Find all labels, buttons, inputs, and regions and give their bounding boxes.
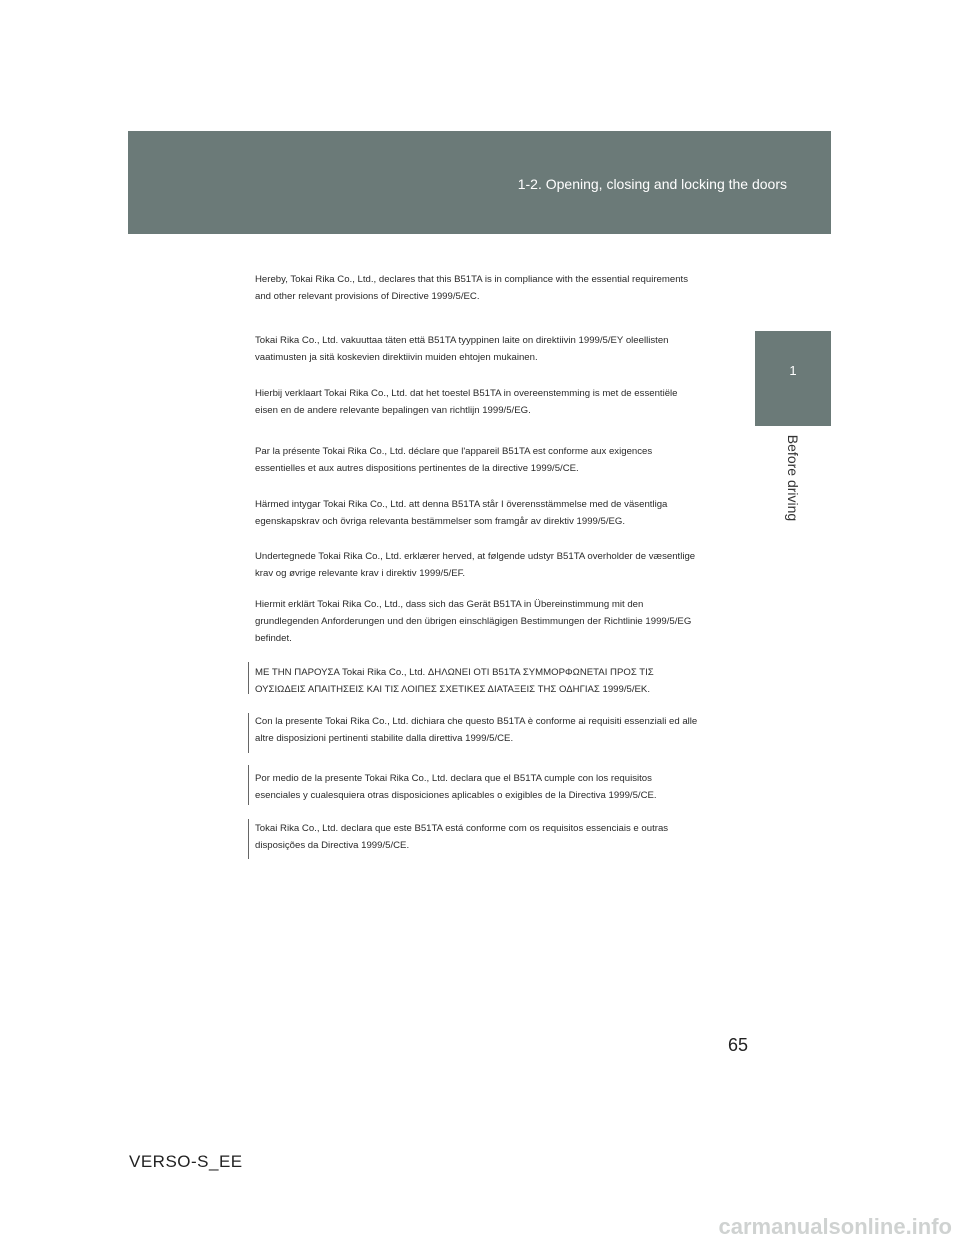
declaration-fi [255,332,715,366]
text-line: grundlegenden Anforderungen und den übrigen einschlägigen Bestimmungen der Richtlinie 1999/5/EG [255,616,692,627]
text-line: egenskapskrav och övriga relevanta bestämmelser som framgår av direktiv 1999/5/EG. [255,516,626,527]
text-line: vaatimusten ja sitä koskevien direktiivin muiden ehtojen mukainen. [255,352,538,363]
text-line: Hiermit erklärt Tokai Rika Co., Ltd., dass sich das Gerät B51TA in Übereinstimmung mit den [255,599,644,610]
chapter-label: Before driving [785,434,801,522]
declaration-de [255,596,715,647]
text-line: ΟΥΣΙΩΔΕΙΣ ΑΠΑΙΤΗΣΕΙΣ ΚΑΙ ΤΙΣ ΛΟΙΠΕΣ ΣΧΕΤΙΚΕΣ ΔΙΑΤΑΞΕΙΣ ΤΗΣ ΟΔΗΓΙΑΣ 1999/5/ΕΚ. [255,684,650,695]
margin-bar [248,713,249,753]
text-line: befindet. [255,633,292,644]
text-line: Härmed intygar Tokai Rika Co., Ltd. att denna B51TA står I överensstämmelse med de väsentliga [255,499,668,510]
text-line: Tokai Rika Co., Ltd. vakuuttaa täten että B51TA tyyppinen laite on direktiivin 1999/5/EY oleellisten [255,335,669,346]
text-line: disposições da Directiva 1999/5/CE. [255,840,410,851]
declaration-fr [255,443,715,477]
margin-bar [248,765,249,805]
text-line: esenciales y cualesquiera otras disposiciones aplicables o exigibles de la Directiva 1999/5/CE. [255,790,657,801]
declaration-da [255,548,715,582]
text-line: krav og øvrige relevante krav i direktiv 1999/5/EF. [255,568,466,579]
text-line: Undertegnede Tokai Rika Co., Ltd. erklærer herved, at følgende udstyr B51TA overholder de væsentlige [255,551,696,562]
text-line: eisen en de andere relevante bepalingen van richtlijn 1999/5/EG. [255,405,531,416]
declaration-sv [255,496,715,530]
header-band [128,131,831,234]
text-line: Por medio de la presente Tokai Rika Co., Ltd. declara que el B51TA cumple con los requisitos [255,773,652,784]
chapter-number: 1 [789,363,797,378]
section-title: 1-2. Opening, closing and locking the doors [517,176,787,192]
text-line: and other relevant provisions of Directive 1999/5/EC. [255,291,480,302]
declaration-pt [255,820,715,854]
text-line: Tokai Rika Co., Ltd. declara que este B51TA está conforme com os requisitos essenciais e outras [255,823,669,834]
declaration-es [255,770,715,804]
chapter-label-wrap [770,428,816,528]
text-line: Hereby, Tokai Rika Co., Ltd., declares that this B51TA is in compliance with the essential requirements [255,274,688,285]
text-line: Par la présente Tokai Rika Co., Ltd. déclare que l'appareil B51TA est conforme aux exigences [255,446,653,457]
declaration-block [245,257,715,862]
declaration-el [255,664,715,698]
watermark: carmanualsonline.info [718,1214,952,1239]
text-line: ΜΕ ΤΗΝ ΠΑΡΟΥΣΑ Tokai Rika Co., Ltd. ΔΗΛΩΝΕΙ ΟΤΙ B51TA ΣΥΜΜΟΡΦΩΝΕΤΑΙ ΠΡΟΣ ΤΙΣ [255,667,654,678]
declaration-en [255,271,715,305]
declaration-nl [255,385,715,419]
text-line: essentielles et aux autres dispositions pertinentes de la directive 1999/5/CE. [255,463,579,474]
margin-bar [248,819,249,859]
text-line: Con la presente Tokai Rika Co., Ltd. dichiara che questo B51TA è conforme ai requisiti essenziali ed alle [255,716,698,727]
chapter-tab [755,331,831,426]
model-code: VERSO-S_EE [129,1152,243,1171]
page-number: 65 [728,1035,749,1055]
declaration-it [255,713,715,747]
margin-bar [248,662,249,694]
text-line: Hierbij verklaart Tokai Rika Co., Ltd. dat het toestel B51TA in overeenstemming is met de essentiële [255,388,678,399]
text-line: altre disposizioni pertinenti stabilite dalla direttiva 1999/5/CE. [255,733,514,744]
